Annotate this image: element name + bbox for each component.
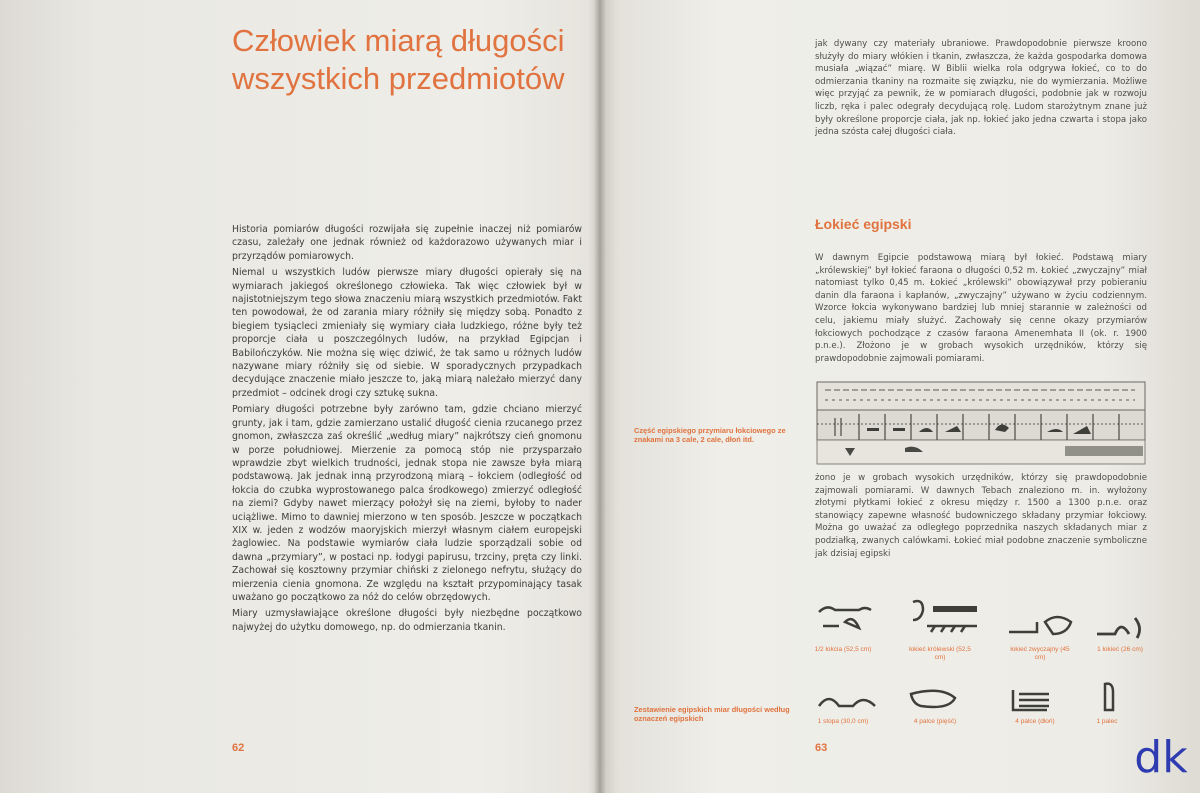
page-number-left: 62 <box>232 742 245 754</box>
page-title: Człowiek miarą długości wszystkich przedmiotów <box>232 23 565 96</box>
paragraph: Pomiary długości potrzebne były zarówno tam, gdzie chciano mierzyć grunty, jak i tam, gdzie zamierzano ustalić długość cienia rzucanego przez gnomon, zwłaszcza zaś określić „według miary” najkrótszy cień gnomonu w porze południowej. Mierzenie za pomocą stóp nie przysparzało wprawdzie zbyt wielkich trudności, jednak stopa nie zawsze była miarą podstawową. Jak jednak inną przyrodzoną miarą – łokciem (odległość od łokcia do czubka wyprostowanego palca środkowego) zmierzyć odległość na ziemi? Gdyby nawet mierzący położył się na ziemi, byłoby to nader uciążliwe. Mimo to dawniej mierzono w ten sposób. Jeszcze w początkach XIX w. jeden z wodzów maoryjskich mierzył własnym ciałem europejski żaglowiec. Na podstawie wymiarów ciała ludzie sporządzali sobie od dawna „przymiary”, w postaci np. łodygi papirusu, trzciny, pręta czy linki. Zachował się kosztowny przymiar chiński z zielonego nefrytu, służący do mierzenia cienia gnomona. Ze względu na kształt przypominający tasak uważano go początkowo za nóż do celów obrzędowych. <box>232 404 582 603</box>
right-low-text: żono je w grobach wysokich urzędników, którzy się prawdopodobnie zajmowali pomiarami. W dawnych Tebach znaleziono m. in. wyłożony złotymi płytkami łokieć z okresu między r. 1500 a 1300 p.n.e. oraz stanowiący zapewne własność budowniczego składany przymiar łokciowy. Można go uważać za odległego poprzednika naszych składanych miar z podziałką, zwanych calówkami. Łokieć miał podobne znaczenie symboliczne jak dzisiaj egipski <box>815 473 1147 559</box>
hieroglyph-icon <box>1005 684 1065 716</box>
right-top-text: jak dywany czy materiały ubraniowe. Prawdopodobnie pierwsze kroono służyły do miary włókien i tkanin, zwłaszcza, że każda gospodarka domowa musiała „wiązać” miarę. W Biblii wielka rola odgrywa łokieć, co to do odmierzania tkaniny na rozmaite się związku, nie do wymierzania. Możliwe więc przyjąć za pewnik, że w pomiarach długości, podobnie jak w rozwoju liczb, ręka i palec odegrały decydującą rolę. Ludom starożytnym znane już były określone proporcje ciała, jak np. łokieć jako jedna czwarta i stopa jako jedna szósta całej długości ciała. <box>815 39 1147 138</box>
book-gutter <box>594 0 606 793</box>
hieroglyph-label: 1 łokieć (26 cm) <box>1097 646 1143 653</box>
hieroglyph-icon <box>1095 678 1125 718</box>
section-subtitle: Łokieć egipski <box>815 216 912 232</box>
hieroglyph-icon <box>905 684 965 716</box>
hieroglyph-label: 4 palce (pięść) <box>913 718 957 725</box>
watermark-logo <box>1132 732 1190 788</box>
paragraph: Historia pomiarów długości rozwijała się zupełnie inaczej niż pomiarów czasu, zależały one jednak również od każdorazowo używanych miar i przyrządów pomiarowych. <box>232 224 582 262</box>
hieroglyph-icon <box>1093 610 1153 645</box>
paragraph: Miary uzmysławiające określone długości były niezbędne początkowo najwyżej do użytku domowego, np. do odmierzania tkanin. <box>232 608 582 633</box>
hieroglyphs-caption: Zestawienie egipskich miar długości według oznaczeń egipskich <box>634 705 790 724</box>
egyptian-cubit-ruler-illustration <box>815 378 1147 468</box>
hieroglyph-icon <box>815 684 885 716</box>
hieroglyph-label: 1 palec <box>1096 718 1118 725</box>
hieroglyph-icon <box>1005 608 1085 643</box>
right-mid-text <box>815 252 1147 365</box>
paragraph: W dawnym Egipcie podstawową miarą był łokieć. Podstawą miary „królewskiej” był łokieć faraona o długości 0,52 m. Łokieć „zwyczajny” miał natomiast tylko 0,45 m. Łokieć „królewski” obowiązywał przy pobieraniu danin dla faraona i kapłanów, „zwyczajny” używano w życiu codziennym. Wzorce łokcia wykonywano bardziej lub mniej starannie w zależności od celu, jakiemu miały służyć. Zachowały się cenne okazy przymiarów łokciowych pochodzące z czasów faraona Amenemhata II (ok. r. 1900 p.n.e.). Złożono je w grobach wysokich urzędników, którzy się prawdopodobnie zajmowali pomiarami. <box>815 253 1147 364</box>
hieroglyph-label: 1/2 łokcia (52,5 cm) <box>814 646 872 653</box>
hieroglyph-label: łokieć królewski (52,5 cm) <box>909 646 971 661</box>
hieroglyph-label: 4 palce (dłoń) <box>1015 718 1055 725</box>
left-body-text <box>232 223 582 637</box>
hieroglyph-icon <box>815 598 875 643</box>
hieroglyph-icon <box>905 596 985 641</box>
page-number-right: 63 <box>815 742 828 754</box>
ruler-caption: Część egipskiego przymiaru łokciowego ze znakami na 3 cale, 2 cale, dłoń itd. <box>634 426 786 445</box>
watermark-text: dk <box>1134 732 1188 783</box>
paragraph: Niemal u wszystkich ludów pierwsze miary długości opierały się na wymiarach jakiegoś określonego człowieka. Tak więc człowiek był w najistotniejszym tego słowa znaczeniu miarą wszystkich przedmiotów. Fakt ten powodował, że od zarania miary różniły się między sobą. Ponadto z biegiem tysiącleci zmieniały się wymiary ciała ludzkiego, różne były też proporcje ciała u poszczególnych ludów, na przykład Egipcjan i Babilończyków. Nie można się więc dziwić, że tak samo u różnych ludów nazywane miary różniły się od siebie. W sporadycznych przypadkach decydujące znaczenie miało jeszcze to, jaką miarą należało mierzyć dany przedmiot – odcinek drogi czy sztukę sukna. <box>232 267 582 399</box>
hieroglyph-label: łokieć zwyczajny (45 cm) <box>1010 646 1070 661</box>
hieroglyph-label: 1 stopa (30,0 cm) <box>817 718 869 725</box>
